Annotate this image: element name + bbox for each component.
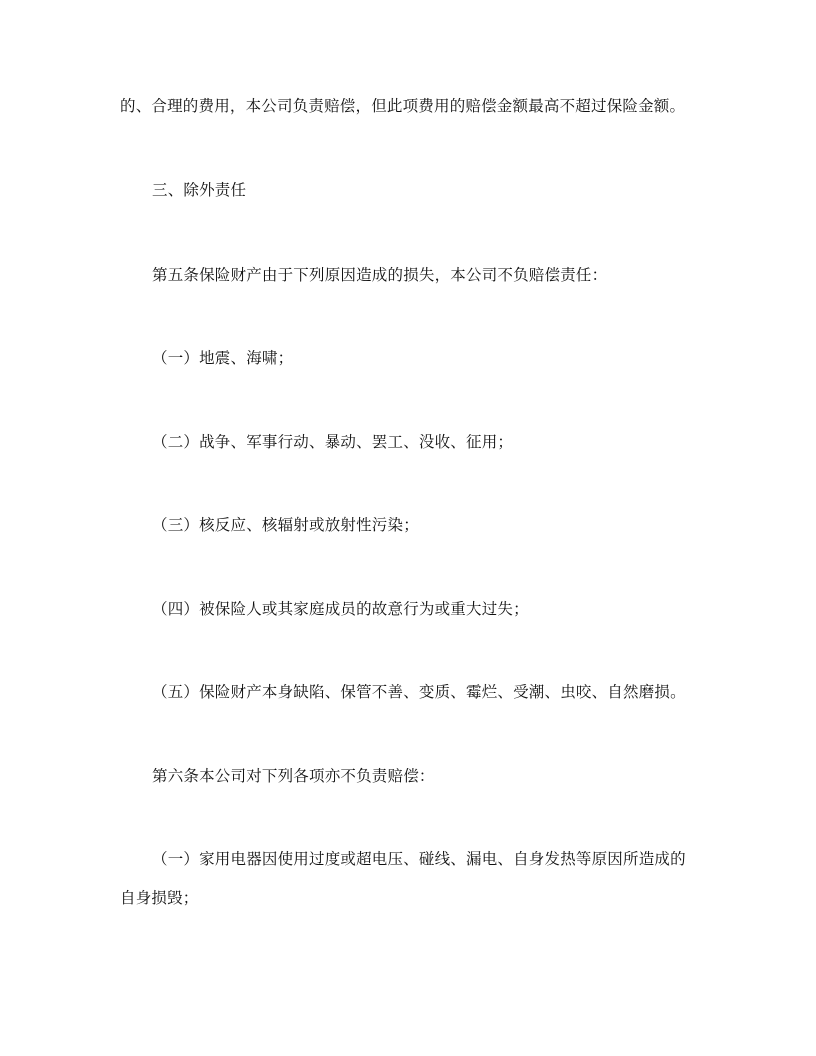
section-heading-exclusions: 三、除外责任	[152, 181, 247, 199]
article-six-intro: 第六条本公司对下列各项亦不负责赔偿：	[152, 767, 435, 785]
paragraph-continuation: 的、合理的费用，本公司负责赔偿，但此项费用的赔偿金额最高不超过保险金额。	[120, 97, 686, 115]
article-five-intro: 第五条保险财产由于下列原因造成的损失，本公司不负赔偿责任：	[152, 266, 608, 284]
list-item-intentional-act: （四）被保险人或其家庭成员的故意行为或重大过失；	[152, 600, 529, 618]
list-item-appliances: （一）家用电器因使用过度或超电压、碰线、漏电、自身发热等原因所造成的	[152, 850, 686, 868]
list-item-earthquake: （一）地震、海啸；	[152, 349, 294, 367]
list-item-inherent-defect: （五）保险财产本身缺陷、保管不善、变质、霉烂、受潮、虫咬、自然磨损。	[152, 683, 686, 701]
list-item-nuclear: （三）核反应、核辐射或放射性污染；	[152, 516, 419, 534]
list-item-war: （二）战争、军事行动、暴动、罢工、没收、征用；	[152, 433, 514, 451]
list-item-appliances-continuation: 自身损毁；	[120, 889, 199, 907]
